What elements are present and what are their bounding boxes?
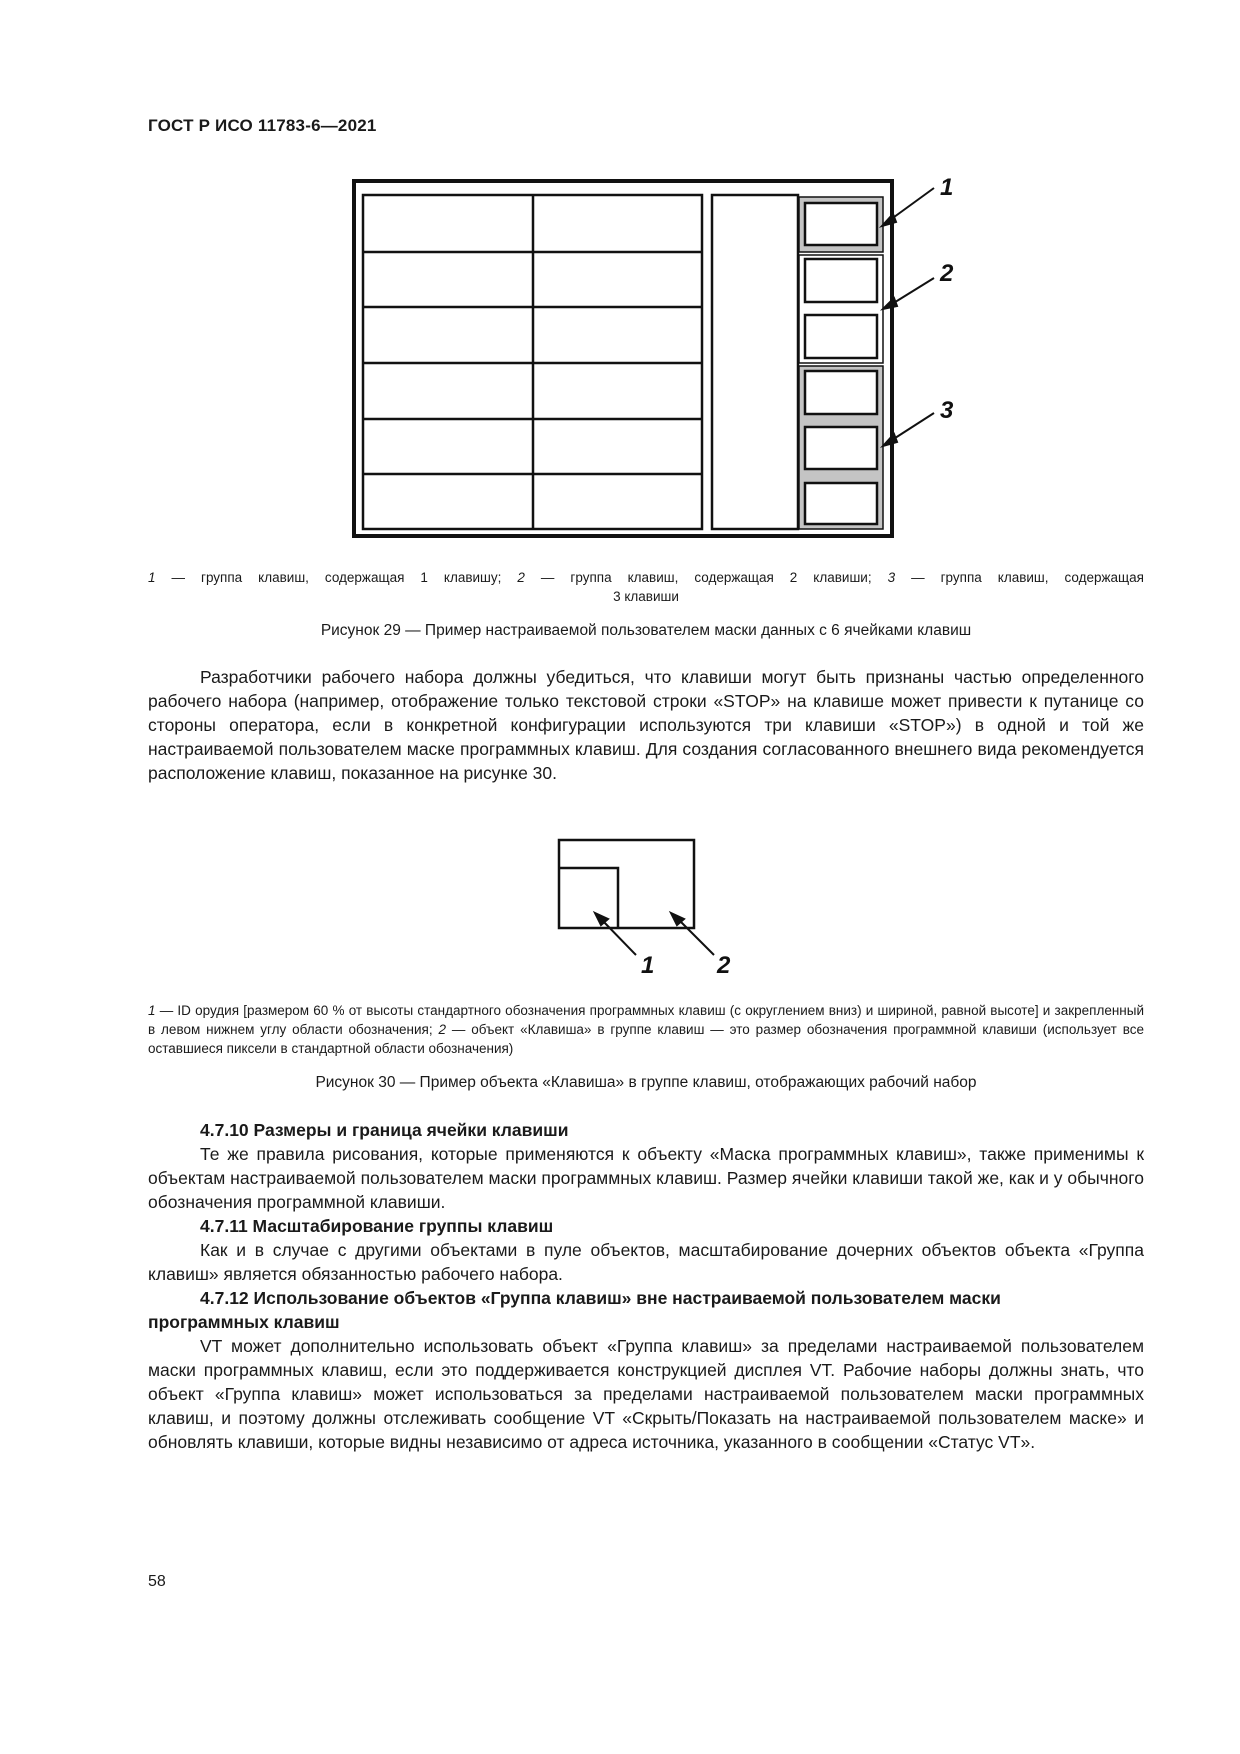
- section-body: [148, 1118, 1144, 1454]
- paragraph-1: Разработчики рабочего набора должны убедиться, что клавиши могут быть признаны частью определенного рабочего набора (например, отображение только текстовой строки «STOP» на клавише может привести к путанице со стороны оператора, если в конкретной конфигурации используются три клавиши «STOP») в одной и той же настраиваемой пользователем маске программных клавиш. Для создания согласованного внешнего вида рекомендуется расположение клавиш, показанное на рисунке 30.: [148, 667, 1144, 783]
- heading-4-7-12: 4.7.12 Использование объектов «Группа клавиш» вне настраиваемой пользователем маски: [200, 1288, 1001, 1308]
- data-mask-grid: [363, 195, 702, 529]
- text-4-7-10: Те же правила рисования, которые применяются к объекту «Маска программных клавиш», также применимы к объектам настраиваемой пользователем маски программных клавиш. Размер ячейки клавиши такой же, как и у обычного обозначения программной клавиши.: [148, 1144, 1144, 1212]
- figure-30-caption: Рисунок 30 — Пример объекта «Клавиша» в группе клавиш, отображающих рабочий набор: [315, 1074, 977, 1091]
- figure-30-legend: 1 — ID орудия [размером 60 % от высоты стандартного обозначения программных клавиш (с округлением вниз) и шириной, равной высоте] и закрепленный в левом нижнем углу области обозначения; 2 — объект «Клавиша» в группе клавиш — это размер обозначения программной клавиши (использует все оставшиеся пиксели в стандартной области обозначения): [148, 1003, 1144, 1056]
- figure-29-legend: 1 — группа клавиш, содержащая 1 клавишу; 2 — группа клавиш, содержащая 2 клавиши; 3 — группа клавиш, содержащая 3 клавиши: [148, 570, 1144, 604]
- callout-3: 3: [940, 397, 954, 424]
- figure-30-arrows: [595, 913, 714, 955]
- document-header: ГОСТ Р ИСО 11783-6—2021: [148, 116, 377, 135]
- callout-1: 1: [940, 174, 954, 201]
- heading-4-7-12-cont: программных клавиш: [148, 1312, 340, 1332]
- figure-29-caption: Рисунок 29 — Пример настраиваемой пользователем маски данных с 6 ячейками клавиш: [320, 622, 972, 639]
- callout-2: 2: [940, 260, 954, 287]
- text-4-7-12: VT может дополнительно использовать объект «Группа клавиш» за пределами настраиваемой пользователем маски программных клавиш, если это поддерживается конструкцией дисплея VT. Рабочие наборы должны знать, что объект «Группа клавиш» может использоваться за пределами настраиваемой пользователем маски программных клавиш, и поэтому должны отслеживать сообщение VT «Скрыть/Показать на настраиваемой пользователем маске» и обновлять клавиши, которые видны независимо от адреса источника, указанного в сообщении «Статус VT».: [148, 1336, 1144, 1452]
- callout-arrows: [882, 188, 934, 446]
- heading-4-7-11: 4.7.11 Масштабирование группы клавиш: [200, 1216, 554, 1236]
- figure-29-diagram: [0, 0, 1240, 600]
- blank-column: [712, 195, 798, 529]
- heading-4-7-10: 4.7.10 Размеры и граница ячейки клавиши: [200, 1120, 569, 1140]
- fig30-callout-2: 2: [717, 952, 731, 979]
- figure-30-diagram: [0, 820, 1240, 980]
- page-number: 58: [148, 1573, 166, 1590]
- text-4-7-11: Как и в случае с другими объектами в пуле объектов, масштабирование дочерних объектов объекта «Группа клавиш» является обязанностью рабочего набора.: [148, 1240, 1144, 1284]
- fig30-callout-1: 1: [641, 952, 655, 979]
